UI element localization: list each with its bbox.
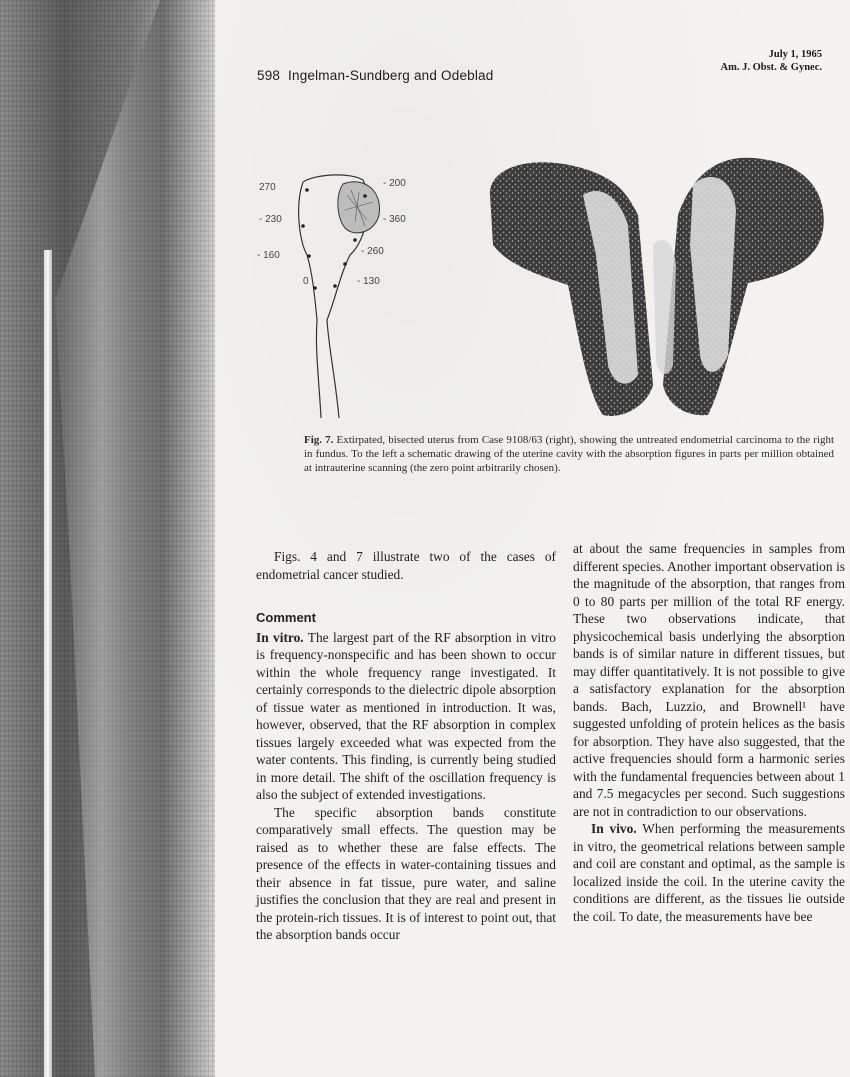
bisected-uterus-photo xyxy=(478,135,838,425)
subsection-runin: In vivo. xyxy=(591,821,637,836)
figure-caption-label: Fig. 7. xyxy=(304,434,334,446)
page-number: 598 xyxy=(257,68,281,83)
body-text: The largest part of the RF absorption in vitro is frequency-nonspecific and has been shown to occur within the whole frequency range investigated. It certainly corresponds to the dielectric dipole absorption of tissue water as mentioned in introduction. It was, however, observed, that the RF absorption in complex tissues largely exceeded what was expected from the water contents. This finding, is currently being studied in more detail. The shift of the oscillation frequency is also the subject of extended investigations. xyxy=(256,629,556,802)
binding-shadow xyxy=(40,0,215,1077)
schematic-label: 0 xyxy=(303,276,309,287)
journal-reference xyxy=(721,48,823,74)
section-heading: Comment xyxy=(256,610,316,625)
binding-strip xyxy=(44,250,52,1077)
body-paragraph xyxy=(573,820,845,925)
body-paragraph: Figs. 4 and 7 illustrate two of the cases of endometrial cancer studied. xyxy=(256,549,556,582)
schematic-label: - 360 xyxy=(383,214,406,225)
body-paragraph: The specific absorption bands constitute comparatively small effects. The question may be raised as to whether these are false effects. The presence of the effects in water-containing tissues and their absence in fat tissue, pure water, and saline justifies the conclusion that they are real and present in the protein-rich tissues. It is of interest to point out, that the absorption bands occur xyxy=(256,804,556,942)
body-paragraph xyxy=(256,629,556,804)
figure-caption-text: Extirpated, bisected uterus from Case 9108/63 (right), showing the untreated endometrial carcinoma to the right in fundus. To the left a schematic drawing of the uterine cavity with the absorption figures in parts per million obtained at intrauterine scanning (the zero point arbitrarily chosen). xyxy=(304,434,834,474)
figure-caption xyxy=(304,433,834,475)
body-text: When performing the measurements in vitro, the geometrical relations between sample and coil are constant and optimal, as the sample is localized inside the coil. In the uterine cavity the conditions are different, as the tissues lie outside the coil. To date, the measurements have bee xyxy=(573,821,845,924)
schematic-label: - 200 xyxy=(383,178,406,189)
book-binding xyxy=(0,0,215,1077)
journal-name: Am. J. Obst. & Gynec. xyxy=(720,62,822,73)
schematic-label: - 230 xyxy=(259,214,282,225)
running-head-authors: Ingelman-Sundberg and Odeblad xyxy=(288,68,494,83)
journal-date: July 1, 1965 xyxy=(768,49,822,60)
running-head xyxy=(257,68,493,83)
schematic-label: - 260 xyxy=(361,246,384,257)
subsection-runin: In vitro. xyxy=(256,629,304,645)
text-column-left xyxy=(256,548,556,944)
schematic-label: - 160 xyxy=(257,250,280,261)
schematic-label: - 130 xyxy=(357,276,380,287)
body-paragraph: at about the same frequencies in samples from different species. Another important observation is the magnitude of the absorption, that ranges from 0 to 80 parts per million of the total RF energy. These two observations indicate, that physicochemical basis underlying the absorption bands is of similar nature in different tissues, but may differ quantitatively. It is not possible to give a satisfactory explanation for the absorption bands. Bach, Luzzio, and Brownell¹ have suggested unfolding of protein helices as the basis for absorption. They have also suggested, that the active frequencies should form a harmonic series with the fundamental frequencies between about 1 and 7.5 megacycles per second. Such suggestions are not in contradiction to our observations. xyxy=(573,541,845,819)
uterine-cavity-schematic xyxy=(255,160,445,430)
schematic-label: 270 xyxy=(259,182,276,193)
text-column-right xyxy=(573,540,845,925)
